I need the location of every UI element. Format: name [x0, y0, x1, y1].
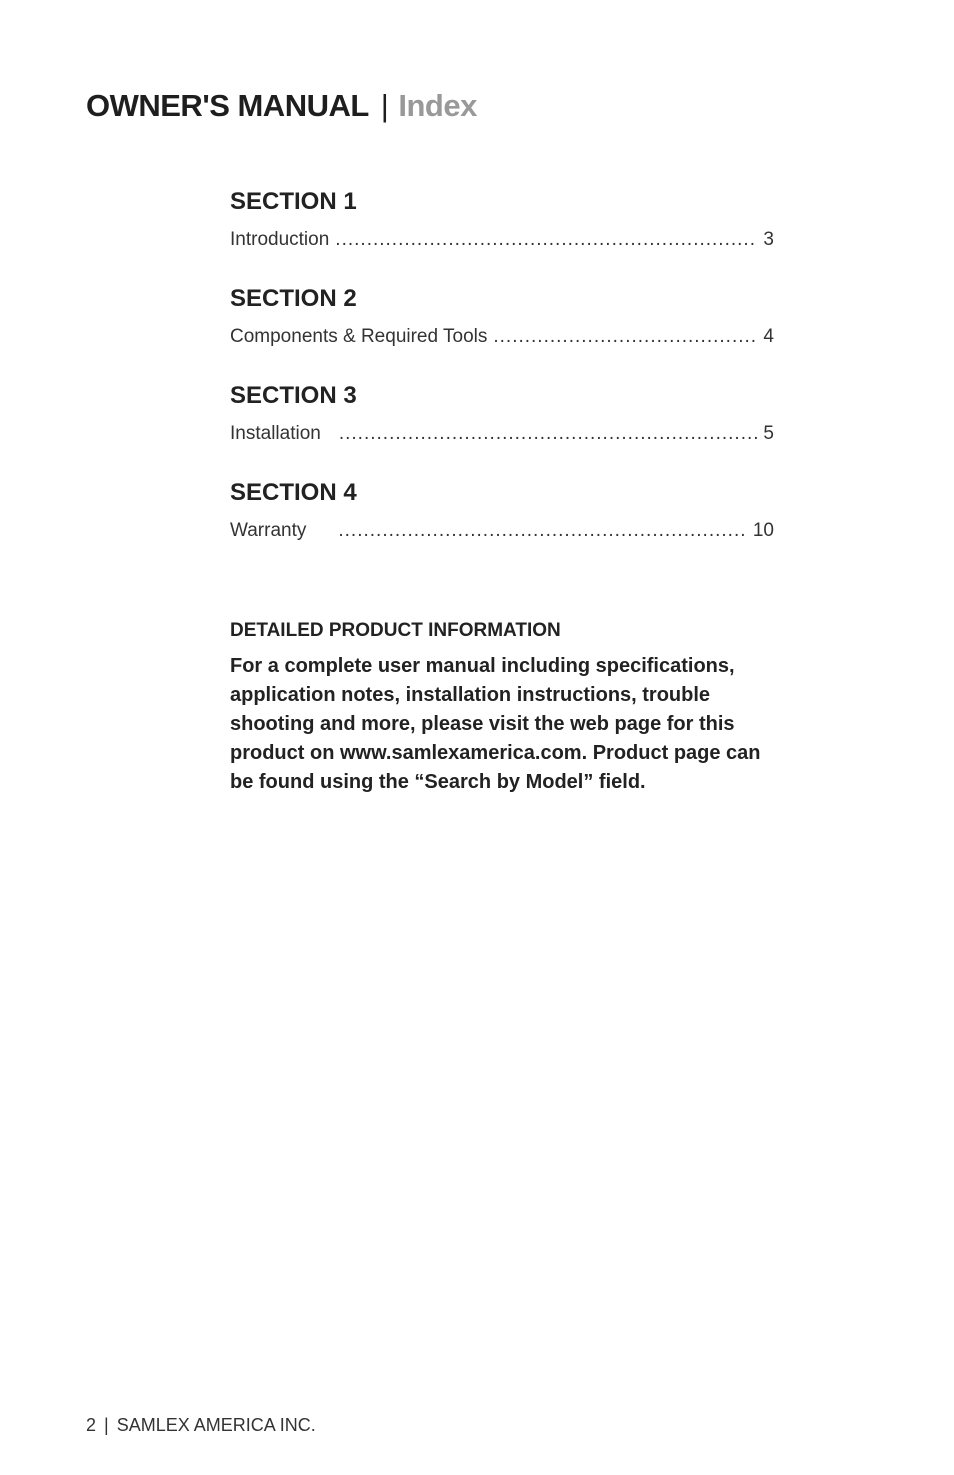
entry-label: Installation: [230, 423, 321, 444]
leader-dots: [338, 511, 746, 551]
entry-label: Components & Required Tools: [230, 326, 488, 347]
toc-section-1: [230, 184, 774, 260]
entry-page-number: 5: [763, 423, 774, 444]
leader-dots: [493, 317, 757, 357]
entry-page-number: 10: [752, 520, 774, 541]
toc-section-3: [230, 378, 774, 454]
leader-dots: [339, 414, 758, 454]
info-title: DETAILED PRODUCT INFORMATION: [230, 620, 561, 641]
footer-page-number: 2: [86, 1415, 97, 1435]
toc-entry-introduction[interactable]: [230, 220, 774, 260]
section-title: SECTION 2: [230, 285, 357, 312]
info-body: For a complete user manual including specifications, application notes, installation instructions, trouble shooting and more, please visit the web page for this product on www.samlexamerica.com. Product page can be found using the “Search by Model” field.: [230, 655, 761, 793]
entry-label: Warranty: [230, 520, 307, 541]
title-separator: |: [380, 88, 389, 123]
footer-company: SAMLEX AMERICA INC.: [116, 1415, 316, 1435]
footer-separator: |: [104, 1415, 109, 1435]
toc-section-2: [230, 281, 774, 357]
product-info-block: [230, 616, 786, 797]
toc-entry-installation[interactable]: [230, 414, 774, 454]
toc-entry-components[interactable]: [230, 317, 774, 357]
manual-label: OWNER'S MANUAL: [86, 88, 369, 123]
toc-entry-warranty[interactable]: [230, 511, 774, 551]
index-label: Index: [398, 88, 477, 123]
section-title: SECTION 1: [230, 188, 357, 215]
leader-dots: [335, 220, 757, 260]
toc-section-4: [230, 475, 774, 551]
page-title: [86, 84, 477, 128]
entry-page-number: 3: [763, 229, 774, 250]
entry-page-number: 4: [763, 326, 774, 347]
section-title: SECTION 3: [230, 382, 357, 409]
page-footer: [86, 1410, 316, 1440]
entry-label: Introduction: [230, 229, 330, 250]
table-of-contents: [230, 184, 774, 572]
section-title: SECTION 4: [230, 479, 357, 506]
